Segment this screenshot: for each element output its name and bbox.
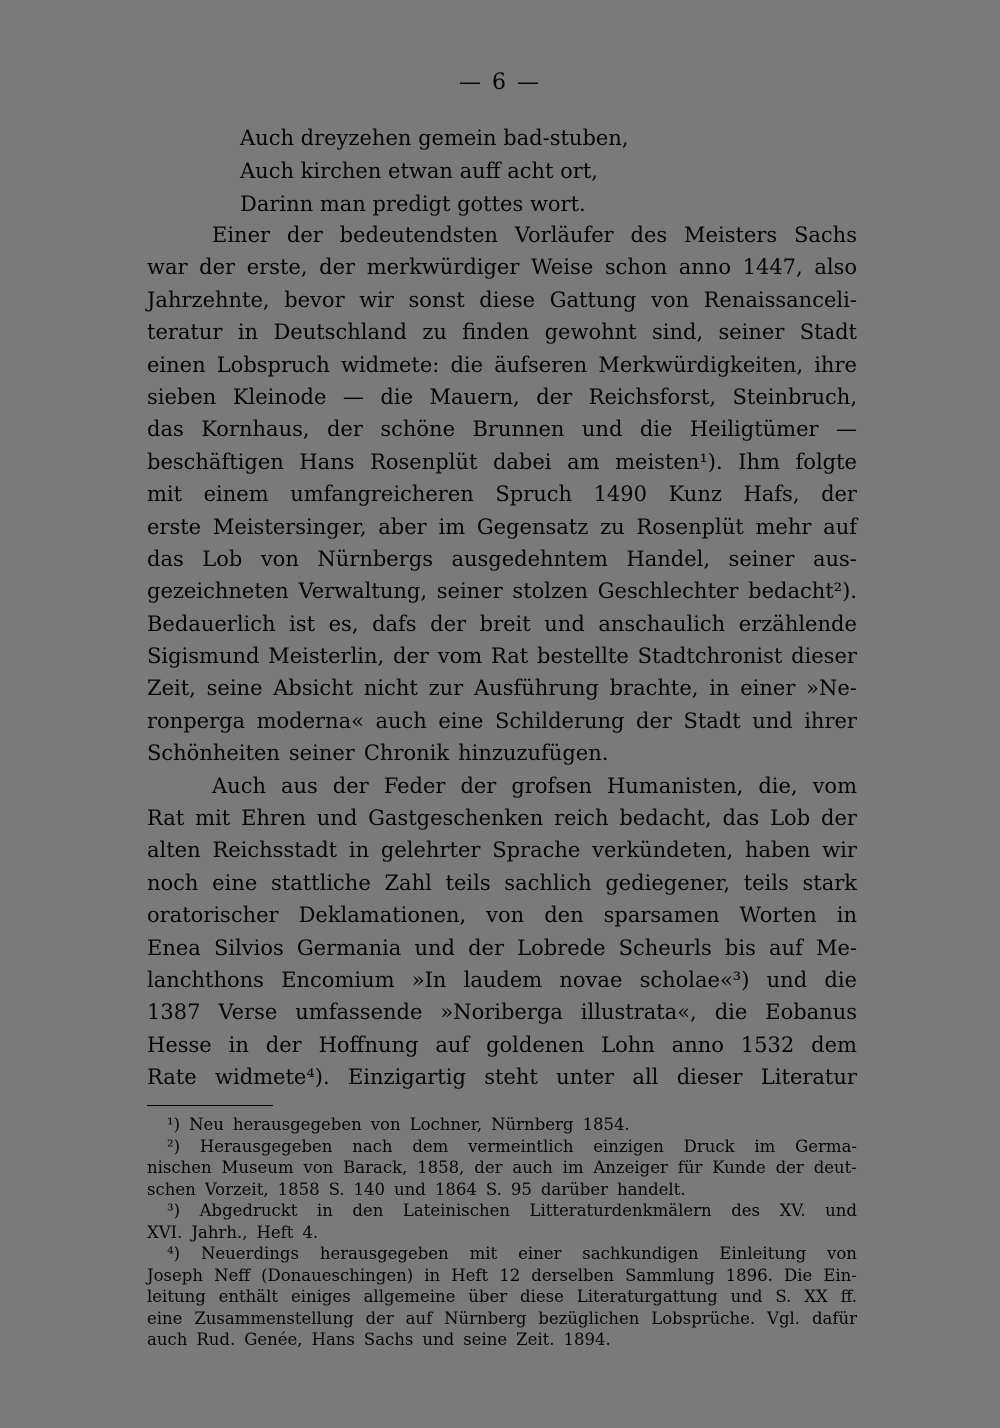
footnote-line: ⁴) Neuerdings herausgegeben mit einer sachkundigen Einleitung von xyxy=(167,1244,857,1263)
text-line: Sigismund Meisterlin, der vom Rat bestellte Stadtchronist dieser xyxy=(147,644,857,669)
text-line: einen Lobspruch widmete: die äufseren Merkwürdigkeiten, ihre xyxy=(147,352,857,377)
footnote-line: ²) Herausgegeben nach dem vermeintlich einzigen Druck im Germa- xyxy=(167,1136,857,1156)
footnote-separator xyxy=(147,1105,273,1106)
text-line: Zeit, seine Absicht nicht zur Ausführung brachte, in einer »Ne- xyxy=(147,676,857,701)
body-text xyxy=(147,219,857,1094)
footnote-line: nischen Museum von Barack, 1858, der auch im Anzeiger für Kunde der deut- xyxy=(147,1158,857,1177)
verse-line: Auch dreyzehen gemein bad-stuben, xyxy=(240,126,629,150)
verse-quote xyxy=(240,122,629,221)
text-line: lanchthons Encomium »In laudem novae scholae«³) und die xyxy=(147,967,857,992)
text-line: Rat mit Ehren und Gastgeschenken reich bedacht, das Lob der xyxy=(147,806,857,831)
footnote-line: ³) Abgedruckt in den Lateinischen Litteraturdenkmälern des XV. und xyxy=(167,1201,857,1220)
text-line: noch eine stattliche Zahl teils sachlich gediegener, teils stark xyxy=(147,870,857,895)
text-line: sieben Kleinode — die Mauern, der Reichsforst, Steinbruch, xyxy=(147,384,857,409)
text-line: beschäftigen Hans Rosenplüt dabei am meisten¹). Ihm folgte xyxy=(147,449,857,474)
text-line: Enea Silvios Germania und der Lobrede Scheurls bis auf Me- xyxy=(147,935,857,960)
page-number: — 6 — xyxy=(459,70,541,95)
text-line: das Lob von Nürnbergs ausgedehntem Handel, seiner aus- xyxy=(147,546,857,571)
text-line: Schönheiten seiner Chronik hinzuzufügen. xyxy=(147,741,609,766)
footnote-line: auch Rud. Genée, Hans Sachs und seine Zeit. 1894. xyxy=(147,1330,611,1349)
text-line: war der erste, der merkwürdiger Weise schon anno 1447, also xyxy=(147,255,857,280)
text-line: oratorischer Deklamationen, von den sparsamen Worten in xyxy=(147,903,857,928)
verse-line: Darinn man predigt gottes wort. xyxy=(240,192,586,216)
text-line: mit einem umfangreicheren Spruch 1490 Kunz Hafs, der xyxy=(147,482,857,507)
text-line: Bedauerlich ist es, dafs der breit und anschaulich erzählende xyxy=(147,611,857,636)
text-line: Hesse in der Hoffnung auf goldenen Lohn anno 1532 dem xyxy=(147,1032,857,1057)
footnote-line: eine Zusammenstellung der auf Nürnberg bezüglichen Lobsprüche. Vgl. dafür xyxy=(147,1308,857,1328)
footnote-line: XVI. Jahrh., Heft 4. xyxy=(147,1222,319,1242)
footnotes xyxy=(147,1114,857,1351)
text-line: erste Meistersinger, aber im Gegensatz zu Rosenplüt mehr auf xyxy=(147,514,857,539)
text-line: Rate widmete⁴). Einzigartig steht unter all dieser Literatur xyxy=(147,1065,857,1090)
footnote-line: leitung enthält einiges allgemeine über diese Literaturgattung und S. XX ff. xyxy=(147,1287,857,1306)
verse-line: Auch kirchen etwan auff acht ort, xyxy=(240,159,598,183)
text-line: das Kornhaus, der schöne Brunnen und die Heiligtümer — xyxy=(147,417,857,442)
text-line: gezeichneten Verwaltung, seiner stolzen Geschlechter bedacht²). xyxy=(147,579,857,604)
text-line: Auch aus der Feder der grofsen Humanisten, die, vom xyxy=(212,773,857,798)
text-line: Jahrzehnte, bevor wir sonst diese Gattung von Renaissanceli- xyxy=(147,287,857,312)
text-line: Einer der bedeutendsten Vorläufer des Meisters Sachs xyxy=(212,223,857,247)
footnote-line: schen Vorzeit, 1858 S. 140 und 1864 S. 95 darüber handelt. xyxy=(147,1179,686,1199)
text-line: alten Reichsstadt in gelehrter Sprache verkündeten, haben wir xyxy=(147,838,857,863)
footnote-line: Joseph Neff (Donaueschingen) in Heft 12 derselben Sammlung 1896. Die Ein- xyxy=(147,1265,857,1285)
footnote-line: ¹) Neu herausgegeben von Lochner, Nürnberg 1854. xyxy=(167,1115,630,1134)
text-line: 1387 Verse umfassende »Noriberga illustrata«, die Eobanus xyxy=(147,1000,857,1025)
text-line: ronperga moderna« auch eine Schilderung der Stadt und ihrer xyxy=(147,708,857,733)
text-line: teratur in Deutschland zu finden gewohnt sind, seiner Stadt xyxy=(147,320,857,345)
